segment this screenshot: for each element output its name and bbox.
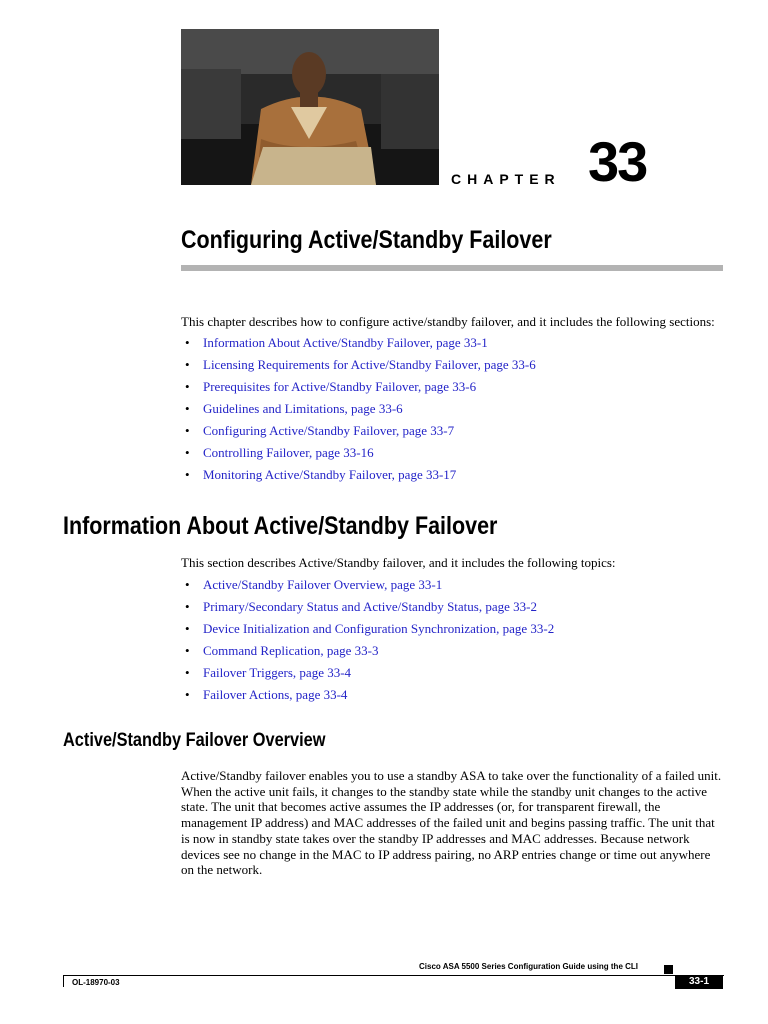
list-item: [185, 376, 536, 398]
footer-tick: [63, 975, 64, 987]
list-item: [185, 684, 554, 706]
topic-link[interactable]: Primary/Secondary Status and Active/Standby Status, page 33-2: [203, 599, 537, 614]
section-link[interactable]: Monitoring Active/Standby Failover, page 33-17: [203, 467, 457, 482]
topic-link[interactable]: Device Initialization and Configuration Synchronization, page 33-2: [203, 621, 555, 636]
chapter-label: CHAPTER: [451, 171, 561, 187]
footer-guide-title: Cisco ASA 5500 Series Configuration Guide using the CLI: [419, 962, 638, 971]
chapter-photo: [181, 29, 439, 185]
list-item: [185, 596, 554, 618]
section-link[interactable]: Licensing Requirements for Active/Standby Failover, page 33-6: [203, 357, 536, 372]
topic-link[interactable]: Failover Triggers, page 33-4: [203, 665, 352, 680]
list-item: [185, 640, 554, 662]
section-link[interactable]: Information About Active/Standby Failover, page 33-1: [203, 335, 488, 350]
section-link[interactable]: Prerequisites for Active/Standby Failover, page 33-6: [203, 379, 477, 394]
section-heading: Information About Active/Standby Failover: [63, 512, 498, 540]
footer-rule: [63, 975, 724, 976]
footer-doc-number: OL-18970-03: [72, 978, 120, 987]
list-item: [185, 662, 554, 684]
topic-link[interactable]: Active/Standby Failover Overview, page 33-1: [203, 577, 443, 592]
section-link[interactable]: Configuring Active/Standby Failover, page 33-7: [203, 423, 455, 438]
chapter-intro: This chapter describes how to configure active/standby failover, and it includes the following sections:: [181, 314, 715, 329]
title-rule: [181, 265, 723, 271]
section-intro: This section describes Active/Standby failover, and it includes the following topics:: [181, 555, 616, 570]
list-item: [185, 354, 536, 376]
subsection-heading: Active/Standby Failover Overview: [63, 730, 326, 751]
topic-link[interactable]: Failover Actions, page 33-4: [203, 687, 348, 702]
section-link[interactable]: Guidelines and Limitations, page 33-6: [203, 401, 403, 416]
page-number: 33-1: [675, 975, 723, 989]
topic-link[interactable]: Command Replication, page 33-3: [203, 643, 379, 658]
chapter-number: 33: [588, 130, 647, 193]
section-link[interactable]: Controlling Failover, page 33-16: [203, 445, 374, 460]
list-item: [185, 442, 536, 464]
list-item: [185, 420, 536, 442]
chapter-title: Configuring Active/Standby Failover: [181, 226, 552, 254]
chapter-section-list: [185, 332, 536, 486]
list-item: [185, 574, 554, 596]
list-item: [185, 398, 536, 420]
section-topic-list: [185, 574, 554, 706]
footer-mark: [664, 965, 673, 974]
list-item: [185, 332, 536, 354]
list-item: [185, 618, 554, 640]
subsection-body: Active/Standby failover enables you to use a standby ASA to take over the functionality of a failed unit. When the active unit fails, it changes to the standby state while the standby unit changes to the active state. The unit that becomes active assumes the IP addresses (or, for transparent firewall, the management IP address) and MAC addresses of the failed unit and begins passing traffic. The unit that is now in standby state takes over the standby IP addresses and MAC addresses. Because network devices see no change in the MAC to IP address pairing, no ARP entries change or time out anywhere on the network.: [181, 768, 722, 878]
list-item: [185, 464, 536, 486]
